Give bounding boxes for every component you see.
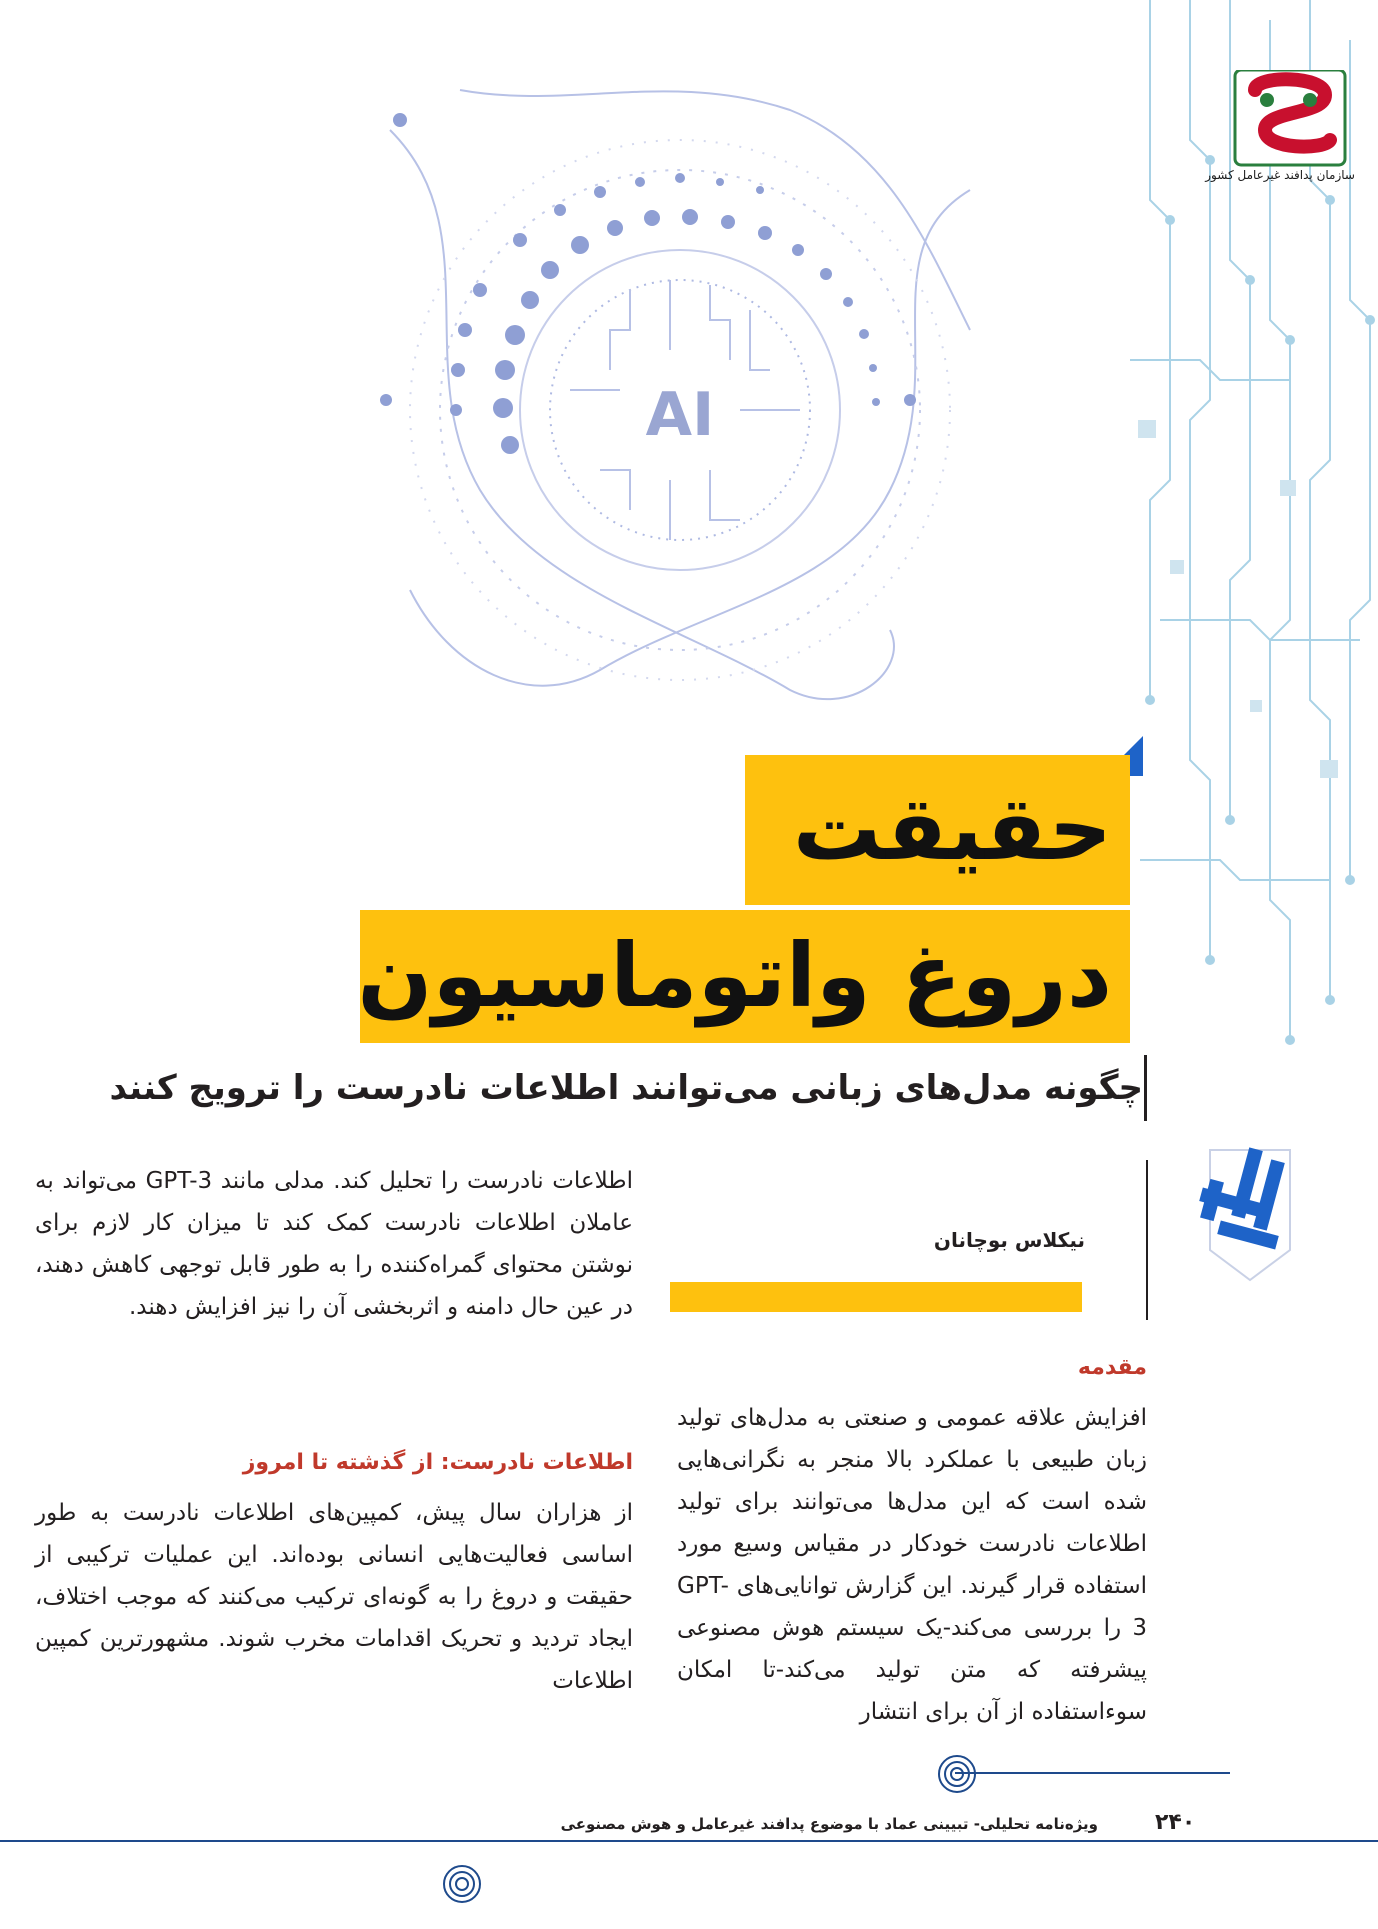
footer-caption: ویژه‌نامه تحلیلی- تبیینی عماد با موضوع پدافند غیرعامل و هوش مصنوعی [560,1815,1098,1833]
org-logo [1205,70,1355,200]
author-bar [670,1282,1082,1312]
subtitle-rule [1144,1055,1147,1121]
emad-logo [1190,1140,1300,1290]
column2-paragraph-b: از هزاران سال پیش، کمپین‌های اطلاعات نادرست به طور اساسی فعالیت‌هایی انسانی بوده‌اند. این عملیات ترکیبی از حقیقت و دروغ را به گونه‌ای ترکیب می‌کنند که موجب اختلاف، ایجاد تردید و تحریک اقدامات مخرب شوند. مشهورترین کمپین اطلاعات [35,1500,633,1694]
footer-swirl-bottom-icon [440,1862,484,1906]
ai-label: AI [645,380,715,450]
org-emblem-icon [1205,70,1355,170]
intro-heading: مقدمه [1077,1355,1147,1380]
title-line-2: دروغ واتوماسیون [357,924,1112,1027]
intro-paragraph: افزایش علاقه عمومی و صنعتی به مدل‌های تولید زبان طبیعی با عملکرد بالا منجر به نگرانی‌هایی شده است که این مدل‌ها می‌توانند برای تولید اطلاعات نادرست خودکار در مقیاس وسیع مورد استفاده قرار گیرند. این گزارش توانایی‌های GPT-3 را بررسی می‌کند-یک سیستم هوش مصنوعی پیشرفته که متن تولید می‌کند-تا امکان سوءاستفاده از آن برای انتشار [677,1405,1147,1725]
title-box-bottom [357,910,1130,1043]
column2-heading: اطلاعات نادرست: از گذشته تا امروز [242,1450,633,1475]
author-name: نیکلاس بوچانان [933,1228,1085,1252]
ai-circuit-illustration [370,70,990,750]
page-number: ۲۴۰ [1155,1810,1196,1835]
footer-swirl-icon [935,1752,979,1796]
author-rule [1146,1160,1148,1320]
title-box-top [745,755,1130,905]
org-logo-caption: سازمان پدافند غیرعامل کشور [1205,168,1355,182]
column2-paragraph-a: اطلاعات نادرست را تحلیل کند. مدلی مانند GPT-3 می‌تواند به عاملان اطلاعات نادرست کمک کند تا میزان کار لازم برای نوشتن محتوای گمراه‌کننده را به طور قابل توجهی کاهش دهند، در عین حال دامنه و اثربخشی آن را نیز افزایش دهند. [35,1168,633,1320]
subtitle: چگونه مدل‌های زبانی می‌توانند اطلاعات نادرست را ترویج کنند [109,1068,1143,1108]
footer-rule [0,1840,1378,1842]
footer-rule-short [955,1772,1230,1774]
title-line-1: حقیقت [792,777,1112,880]
